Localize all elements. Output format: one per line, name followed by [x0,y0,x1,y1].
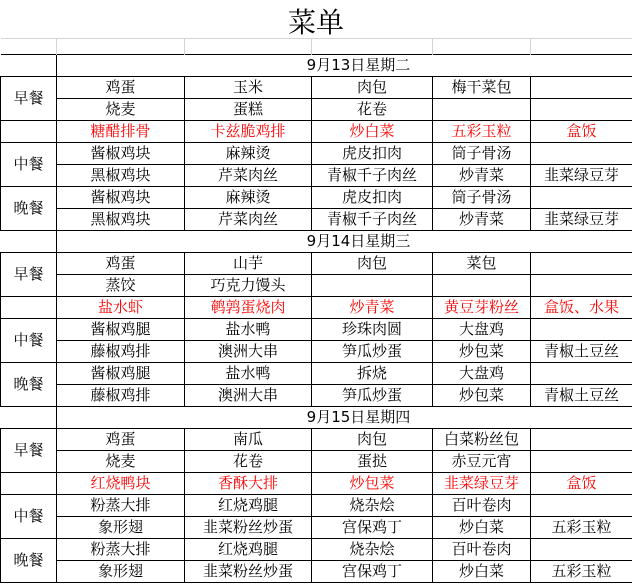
dish-cell: 烧麦 [57,451,185,473]
special-dish: 韭菜绿豆芽 [433,473,531,495]
date-row [1,231,632,253]
dish-cell: 麻辣烫 [185,187,312,209]
dish-cell: 青椒土豆丝 [531,385,632,407]
meal-label: 中餐 [1,319,57,363]
menu-row [1,429,632,451]
dish-cell: 韭菜粉丝炒蛋 [185,517,312,539]
dish-cell: 鸡蛋 [57,77,185,99]
menu-row [1,77,632,99]
dish-cell: 蒸饺 [57,275,185,297]
date-row [1,407,632,429]
meal-label: 中餐 [1,143,57,187]
date-cell: 9月13日星期二 [57,55,632,77]
menu-row [1,165,632,187]
special-row [1,297,632,319]
menu-row [1,517,632,539]
special-dish: 糖醋排骨 [57,121,185,143]
dish-cell [531,495,632,517]
dish-cell: 宫保鸡丁 [312,561,433,583]
dish-cell [531,77,632,99]
special-dish: 鹌鹑蛋烧肉 [185,297,312,319]
dish-cell: 花卷 [312,99,433,121]
dish-cell: 玉米 [185,77,312,99]
dish-cell: 大盘鸡 [433,319,531,341]
dish-cell: 白菜粉丝包 [433,429,531,451]
spacer-row [1,39,632,55]
dish-cell: 盐水鸭 [185,319,312,341]
dish-cell [531,319,632,341]
menu-row [1,495,632,517]
dish-cell: 酱椒鸡块 [57,143,185,165]
dish-cell: 炒青菜 [433,165,531,187]
dish-cell: 盐水鸭 [185,363,312,385]
dish-cell: 珍珠肉圆 [312,319,433,341]
dish-cell: 韭菜绿豆芽 [531,165,632,187]
special-row [1,121,632,143]
dish-cell: 梅干菜包 [433,77,531,99]
dish-cell: 南瓜 [185,429,312,451]
dish-cell: 黑椒鸡块 [57,165,185,187]
dish-cell: 烧杂烩 [312,495,433,517]
dish-cell: 鸡蛋 [57,429,185,451]
dish-cell: 青椒千子肉丝 [312,209,433,231]
dish-cell: 大盘鸡 [433,363,531,385]
dish-cell: 黑椒鸡块 [57,209,185,231]
special-dish: 黄豆芽粉丝 [433,297,531,319]
dish-cell: 花卷 [185,451,312,473]
dish-cell: 麻辣烫 [185,143,312,165]
dish-cell: 韭菜绿豆芽 [531,209,632,231]
dish-cell [433,99,531,121]
dish-cell: 巧克力馒头 [185,275,312,297]
dish-cell: 象形翅 [57,517,185,539]
date-row [1,55,632,77]
dish-cell: 澳洲大串 [185,385,312,407]
dish-cell: 红烧鸡腿 [185,539,312,561]
menu-row [1,143,632,165]
dish-cell [531,99,632,121]
date-cell: 9月14日星期三 [57,231,632,253]
dish-cell: 肉包 [312,429,433,451]
special-dish: 卡兹脆鸡排 [185,121,312,143]
dish-cell: 赤豆元宵 [433,451,531,473]
dish-cell: 芹菜肉丝 [185,209,312,231]
dish-cell: 酱椒鸡腿 [57,319,185,341]
special-dish: 香酥大排 [185,473,312,495]
dish-cell: 烧麦 [57,99,185,121]
dish-cell: 粉蒸大排 [57,539,185,561]
dish-cell: 笋瓜炒蛋 [312,385,433,407]
dish-cell [312,275,433,297]
menu-row [1,275,632,297]
dish-cell: 虎皮扣肉 [312,187,433,209]
dish-cell: 肉包 [312,77,433,99]
special-dish: 盒饭 [531,121,632,143]
menu-row [1,385,632,407]
menu-row [1,451,632,473]
dish-cell [531,451,632,473]
dish-cell: 蛋糕 [185,99,312,121]
dish-cell: 五彩玉粒 [531,561,632,583]
dish-cell [531,429,632,451]
dish-cell: 笋瓜炒蛋 [312,341,433,363]
special-dish: 红烧鸭块 [57,473,185,495]
dish-cell: 炒青菜 [433,209,531,231]
dish-cell: 韭菜粉丝炒蛋 [185,561,312,583]
dish-cell [531,187,632,209]
meal-label: 早餐 [1,429,57,473]
menu-row [1,363,632,385]
dish-cell: 炒包菜 [433,341,531,363]
dish-cell: 筒子骨汤 [433,187,531,209]
dish-cell [433,275,531,297]
dish-cell: 炒包菜 [433,385,531,407]
dish-cell [531,143,632,165]
dish-cell [531,539,632,561]
menu-table [0,38,632,583]
dish-cell: 肉包 [312,253,433,275]
dish-cell: 炒白菜 [433,561,531,583]
dish-cell: 藤椒鸡排 [57,341,185,363]
menu-row [1,209,632,231]
dish-cell: 芹菜肉丝 [185,165,312,187]
dish-cell: 酱椒鸡腿 [57,363,185,385]
special-dish: 炒包菜 [312,473,433,495]
menu-row [1,341,632,363]
special-dish: 盒饭 [531,473,632,495]
dish-cell: 青椒土豆丝 [531,341,632,363]
dish-cell: 筒子骨汤 [433,143,531,165]
meal-label: 晚餐 [1,539,57,583]
dish-cell: 粉蒸大排 [57,495,185,517]
dish-cell [531,363,632,385]
dish-cell: 象形翅 [57,561,185,583]
meal-label: 晚餐 [1,187,57,231]
special-dish: 五彩玉粒 [433,121,531,143]
dish-cell: 五彩玉粒 [531,517,632,539]
date-cell: 9月15日星期四 [57,407,632,429]
special-dish: 炒白菜 [312,121,433,143]
special-dish: 盒饭、水果 [531,297,632,319]
page-title: 菜单 [287,6,344,39]
dish-cell: 山芋 [185,253,312,275]
dish-cell: 百叶卷肉 [433,495,531,517]
menu-row [1,253,632,275]
dish-cell: 虎皮扣肉 [312,143,433,165]
dish-cell [531,275,632,297]
dish-cell: 青椒千子肉丝 [312,165,433,187]
dish-cell: 藤椒鸡排 [57,385,185,407]
dish-cell: 炒白菜 [433,517,531,539]
meal-label: 晚餐 [1,363,57,407]
menu-row [1,99,632,121]
special-dish: 盐水虾 [57,297,185,319]
special-row [1,473,632,495]
dish-cell: 宫保鸡丁 [312,517,433,539]
menu-row [1,319,632,341]
dish-cell: 蛋挞 [312,451,433,473]
menu-row [1,187,632,209]
meal-label: 早餐 [1,253,57,297]
meal-label: 中餐 [1,495,57,539]
dish-cell [531,253,632,275]
menu-row [1,561,632,583]
dish-cell: 百叶卷肉 [433,539,531,561]
dish-cell: 红烧鸡腿 [185,495,312,517]
dish-cell: 酱椒鸡块 [57,187,185,209]
meal-label: 早餐 [1,77,57,121]
dish-cell: 鸡蛋 [57,253,185,275]
dish-cell: 拆烧 [312,363,433,385]
dish-cell: 菜包 [433,253,531,275]
menu-row [1,539,632,561]
dish-cell: 澳洲大串 [185,341,312,363]
dish-cell: 烧杂烩 [312,539,433,561]
special-dish: 炒青菜 [312,297,433,319]
